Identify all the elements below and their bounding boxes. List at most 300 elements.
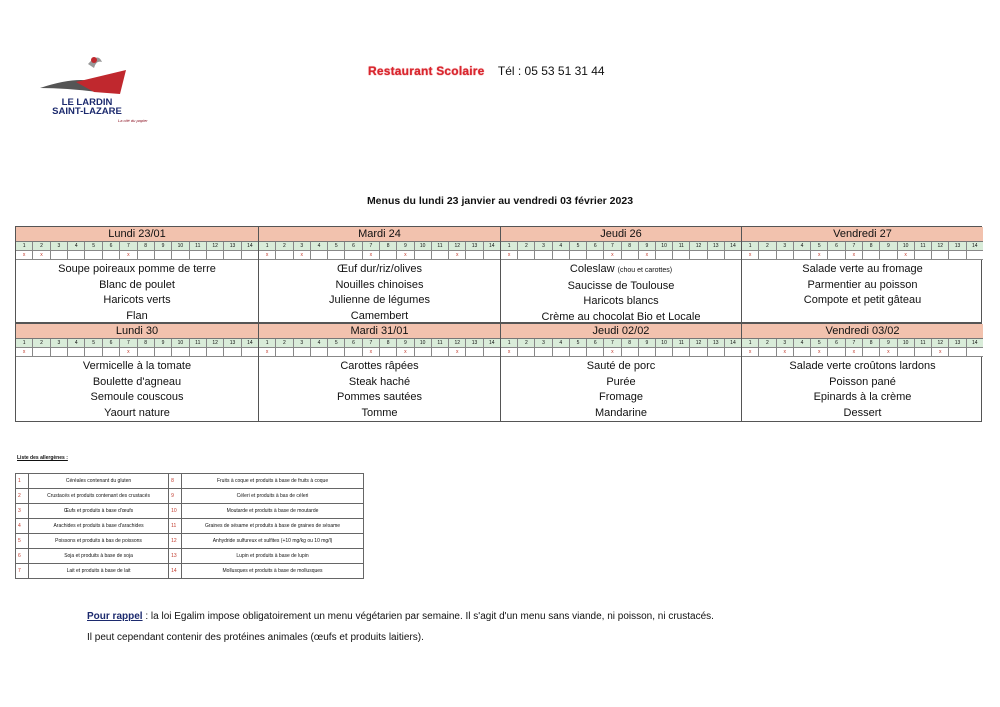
allergen-mark — [345, 251, 362, 259]
allergen-number: 14 — [489, 243, 495, 249]
allergen-number: 1 — [16, 242, 33, 250]
allergen-mark — [51, 348, 68, 356]
allergen-name-cell: Soja et produits à base de soja — [29, 549, 169, 564]
menu-items — [259, 357, 500, 421]
page-title: Menus du lundi 23 janvier au vendredi 03 février 2023 — [366, 195, 634, 207]
allergen-number: 1 — [259, 339, 276, 347]
allergen-number: 3 — [777, 242, 794, 250]
allergen-number: 11 — [915, 339, 932, 347]
reminder-note — [87, 606, 714, 648]
menu-item — [16, 262, 258, 278]
allergen-number-row — [742, 339, 983, 348]
menu-item — [501, 279, 741, 295]
menu-items — [742, 357, 983, 421]
allergen-mark — [622, 348, 639, 356]
allergen-number: 3 — [777, 339, 794, 347]
allergen-number: 9 — [880, 242, 897, 250]
allergen-row — [16, 474, 364, 489]
allergen-number: 14 — [972, 340, 978, 346]
allergen-mark — [328, 251, 345, 259]
allergen-mark — [294, 348, 311, 356]
menu-item — [259, 375, 500, 391]
allergen-mark — [690, 251, 707, 259]
allergen-number: 2 — [33, 242, 50, 250]
allergen-number-cell: 11 — [169, 519, 182, 534]
allergen-name-cell: Moutarde et produits à base de moutarde — [182, 504, 364, 519]
allergen-mark: x — [777, 348, 794, 356]
menu-item — [742, 406, 983, 422]
menu-item-text: Salade verte au fromage — [802, 263, 923, 275]
menu-items — [16, 357, 258, 421]
allergen-number: 13 — [466, 339, 483, 347]
allergen-mark — [690, 348, 707, 356]
allergen-mark — [484, 348, 500, 356]
allergen-mark — [932, 251, 949, 259]
allergen-name-cell: Poissons et produits à bas de poissons — [29, 534, 169, 549]
allergen-number: 8 — [863, 339, 880, 347]
allergen-number-cell: 2 — [16, 489, 29, 504]
allergen-number: 4 — [553, 339, 570, 347]
menu-item — [259, 309, 500, 325]
allergen-number: 10 — [656, 242, 673, 250]
menu-item-text: Pommes sautées — [337, 391, 422, 403]
allergen-mark — [415, 348, 432, 356]
logo-tagline: La cité du papier — [118, 118, 148, 123]
allergen-name-cell: Lupin et produits à base de lupin — [182, 549, 364, 564]
allergen-number: 10 — [415, 242, 432, 250]
allergen-mark — [155, 251, 172, 259]
allergen-number-cell: 7 — [16, 564, 29, 579]
menu-item-text: Poisson pané — [829, 375, 896, 388]
allergen-mark — [673, 251, 690, 259]
allergen-number: 11 — [673, 339, 690, 347]
menu-item-text: Sauté de porc — [586, 360, 656, 372]
menu-item — [259, 359, 500, 375]
allergen-mark-row — [259, 348, 500, 357]
allergen-number: 5 — [328, 242, 345, 250]
allergen-number: 2 — [518, 242, 535, 250]
menu-item — [501, 375, 741, 391]
allergen-number-row — [259, 242, 500, 251]
allergen-mark-row — [501, 348, 741, 357]
allergen-number: 9 — [397, 242, 414, 250]
allergen-number: 10 — [172, 339, 189, 347]
allergen-number: 3 — [535, 339, 552, 347]
allergen-number: 13 — [708, 242, 725, 250]
allergen-mark — [863, 348, 880, 356]
allergen-mark: x — [898, 251, 915, 259]
allergen-mark — [553, 251, 570, 259]
allergen-mark — [656, 251, 673, 259]
day-column — [16, 324, 259, 421]
allergen-mark — [794, 348, 811, 356]
allergen-mark: x — [846, 251, 863, 259]
allergen-mark: x — [397, 348, 414, 356]
allergen-number: 5 — [570, 242, 587, 250]
allergen-mark: x — [363, 251, 380, 259]
menu-item-text: Coleslaw — [569, 263, 615, 275]
allergen-number: 11 — [432, 339, 449, 347]
menu-items — [501, 357, 741, 421]
allergen-number: 13 — [949, 339, 966, 347]
allergen-number: 3 — [535, 242, 552, 250]
allergen-mark — [328, 348, 345, 356]
allergen-mark — [828, 348, 845, 356]
allergen-number: 12 — [932, 339, 949, 347]
day-header: Vendredi 03/02 — [742, 324, 983, 339]
menu-item-text: Purée — [606, 375, 636, 388]
allergen-row — [16, 519, 364, 534]
allergen-number: 12 — [690, 339, 707, 347]
allergen-number: 3 — [51, 339, 68, 347]
menu-item — [16, 309, 258, 325]
allergen-mark: x — [33, 251, 50, 259]
allergen-number-cell: 4 — [16, 519, 29, 534]
allergen-number: 12 — [690, 242, 707, 250]
allergen-mark — [242, 348, 258, 356]
allergen-row — [16, 489, 364, 504]
menu-item — [742, 293, 983, 309]
allergen-mark — [587, 251, 604, 259]
menu-item-text: Blanc de poulet — [99, 278, 175, 291]
menu-item-text: Compote et petit gâteau — [803, 294, 922, 306]
menu-item-text: Fromage — [598, 391, 644, 403]
allergen-mark — [622, 251, 639, 259]
allergen-number: 14 — [247, 243, 253, 249]
menu-item — [742, 390, 983, 406]
menu-item-text: Julienne de légumes — [329, 294, 430, 306]
allergen-mark — [345, 348, 362, 356]
allergen-number-cell: 13 — [169, 549, 182, 564]
allergen-number: 6 — [828, 242, 845, 250]
allergen-number: 11 — [190, 339, 207, 347]
header — [368, 64, 605, 78]
menu-item — [501, 294, 741, 310]
allergen-mark: x — [880, 348, 897, 356]
allergen-mark — [85, 251, 102, 259]
allergen-mark — [708, 251, 725, 259]
allergen-number: 12 — [207, 242, 224, 250]
allergen-mark — [190, 251, 207, 259]
day-header: Mardi 31/01 — [259, 324, 500, 339]
allergen-number: 4 — [68, 242, 85, 250]
allergen-mark — [967, 348, 983, 356]
day-header: Mardi 24 — [259, 227, 500, 242]
menu-item-text: Haricots blancs — [583, 295, 659, 307]
day-column — [259, 227, 501, 322]
allergen-number-cell: 3 — [16, 504, 29, 519]
allergen-mark — [725, 348, 741, 356]
allergen-mark — [207, 251, 224, 259]
allergen-mark: x — [604, 251, 621, 259]
allergen-number: 7 — [363, 242, 380, 250]
menu-item — [259, 406, 500, 422]
allergen-mark: x — [16, 251, 33, 259]
day-column — [16, 227, 259, 322]
allergen-number-cell: 10 — [169, 504, 182, 519]
allergen-number: 6 — [103, 242, 120, 250]
week-2-menu — [15, 323, 982, 422]
allergen-number-cell: 9 — [169, 489, 182, 504]
allergen-row — [16, 549, 364, 564]
allergen-number: 1 — [259, 242, 276, 250]
allergen-name-cell: Graines de sésame et produits à base de graines de sésame — [182, 519, 364, 534]
allergen-number: 8 — [622, 242, 639, 250]
allergen-number: 2 — [276, 242, 293, 250]
allergen-number: 4 — [311, 242, 328, 250]
menu-item-text: Semoule couscous — [90, 391, 184, 403]
allergen-mark — [708, 348, 725, 356]
menu-items — [501, 260, 741, 325]
menu-item-text: Camembert — [350, 309, 409, 322]
allergen-number: 1 — [742, 242, 759, 250]
allergen-number: 6 — [345, 339, 362, 347]
allergen-mark: x — [120, 348, 137, 356]
menu-item — [742, 375, 983, 391]
menu-items — [16, 260, 258, 324]
allergen-row — [16, 534, 364, 549]
allergen-number: 9 — [155, 242, 172, 250]
allergen-mark-row — [742, 251, 983, 260]
allergen-number: 12 — [207, 339, 224, 347]
allergen-name-cell: Arachides et produits à base d'arachides — [29, 519, 169, 534]
menu-item — [259, 278, 500, 294]
allergen-number: 13 — [466, 242, 483, 250]
allergen-mark — [949, 348, 966, 356]
allergen-mark: x — [846, 348, 863, 356]
allergen-name-cell: Œufs et produits à base d'œufs — [29, 504, 169, 519]
allergen-mark — [224, 348, 241, 356]
allergen-number: 12 — [449, 242, 466, 250]
allergen-number: 10 — [415, 339, 432, 347]
allergen-mark — [432, 348, 449, 356]
allergen-number: 4 — [794, 242, 811, 250]
allergen-mark-row — [259, 251, 500, 260]
menu-items — [259, 260, 500, 324]
allergen-number-row — [16, 339, 258, 348]
allergen-mark — [138, 251, 155, 259]
allergen-mark — [759, 348, 776, 356]
allergen-name-cell: Fruits à coque et produits à base de fruits à coque — [182, 474, 364, 489]
allergen-number: 5 — [328, 339, 345, 347]
allergen-mark — [432, 251, 449, 259]
allergen-number: 1 — [742, 339, 759, 347]
day-column — [742, 324, 983, 421]
allergen-mark — [570, 348, 587, 356]
allergen-mark — [587, 348, 604, 356]
allergen-list-title: Liste des allergènes : — [17, 455, 68, 461]
allergen-number-cell: 12 — [169, 534, 182, 549]
allergen-number-row — [501, 242, 741, 251]
allergen-number: 9 — [639, 339, 656, 347]
allergen-number: 7 — [120, 242, 137, 250]
allergen-number: 10 — [898, 242, 915, 250]
allergen-number: 6 — [103, 339, 120, 347]
allergen-mark — [68, 348, 85, 356]
allergen-mark — [915, 251, 932, 259]
logo-name — [38, 98, 136, 116]
allergen-number: 13 — [708, 339, 725, 347]
allergen-mark — [535, 348, 552, 356]
allergen-number: 10 — [898, 339, 915, 347]
menu-item-text: Parmentier au poisson — [807, 278, 918, 291]
allergen-number: 13 — [224, 339, 241, 347]
menu-item-note: (chou et carottes) — [617, 267, 673, 274]
menu-item — [16, 406, 258, 422]
menu-item — [501, 359, 741, 375]
day-header: Jeudi 26 — [501, 227, 741, 242]
menu-item-text: Flan — [126, 309, 148, 322]
allergen-number: 5 — [811, 339, 828, 347]
allergen-mark: x — [811, 251, 828, 259]
allergen-mark: x — [449, 348, 466, 356]
allergen-number: 14 — [972, 243, 978, 249]
allergen-number: 2 — [33, 339, 50, 347]
allergen-mark — [155, 348, 172, 356]
allergen-name-cell: Anhydride sulfureux et sulfites (+10 mg/kg ou 10 mg/l) — [182, 534, 364, 549]
allergen-number: 9 — [397, 339, 414, 347]
allergen-mark — [51, 251, 68, 259]
allergen-mark — [518, 348, 535, 356]
allergen-number: 7 — [363, 339, 380, 347]
day-header: Lundi 30 — [16, 324, 258, 339]
allergen-number: 12 — [449, 339, 466, 347]
menu-item — [742, 359, 983, 375]
allergen-name-cell: Céréales contenant du gluten — [29, 474, 169, 489]
allergen-number: 13 — [224, 242, 241, 250]
allergen-number: 11 — [190, 242, 207, 250]
allergen-mark: x — [16, 348, 33, 356]
allergen-mark — [276, 251, 293, 259]
day-column — [501, 227, 742, 322]
menu-item — [16, 390, 258, 406]
menu-item-text: Steak haché — [348, 375, 411, 388]
allergen-mark — [967, 251, 983, 259]
menu-item — [16, 278, 258, 294]
allergen-name-cell: Mollusques et produits à base de mollusques — [182, 564, 364, 579]
allergen-number: 9 — [880, 339, 897, 347]
allergen-mark: x — [120, 251, 137, 259]
allergen-number-cell: 1 — [16, 474, 29, 489]
allergen-number: 4 — [68, 339, 85, 347]
allergen-mark — [103, 251, 120, 259]
menu-item-text: Dessert — [843, 406, 882, 419]
allergen-mark — [466, 251, 483, 259]
allergen-mark — [898, 348, 915, 356]
allergen-mark — [190, 348, 207, 356]
allergen-number: 8 — [138, 242, 155, 250]
menu-item-text: Nouilles chinoises — [335, 278, 424, 291]
allergen-mark — [311, 348, 328, 356]
allergen-number: 1 — [16, 339, 33, 347]
allergen-mark — [68, 251, 85, 259]
allergen-mark — [759, 251, 776, 259]
allergen-mark — [415, 251, 432, 259]
allergen-number: 8 — [863, 242, 880, 250]
allergen-mark: x — [811, 348, 828, 356]
allergen-number: 13 — [949, 242, 966, 250]
allergen-number: 9 — [155, 339, 172, 347]
allergen-mark — [276, 348, 293, 356]
allergen-number: 2 — [276, 339, 293, 347]
day-column — [259, 324, 501, 421]
allergen-number: 12 — [932, 242, 949, 250]
allergen-mark — [224, 251, 241, 259]
menu-item-text: Carottes râpées — [340, 360, 419, 372]
menu-item-text: Mandarine — [595, 406, 647, 419]
allergen-row — [16, 504, 364, 519]
allergen-number: 1 — [501, 339, 518, 347]
reminder-lead: Pour rappel — [87, 611, 143, 622]
day-column — [501, 324, 742, 421]
day-column — [742, 227, 983, 322]
allergen-number: 5 — [570, 339, 587, 347]
menu-item-text: Crème au chocolat Bio et Locale — [541, 310, 701, 323]
allergen-mark: x — [742, 348, 759, 356]
allergen-number: 4 — [311, 339, 328, 347]
menu-item — [501, 262, 741, 279]
menu-item — [259, 262, 500, 278]
allergen-mark — [570, 251, 587, 259]
allergen-number: 11 — [432, 242, 449, 250]
allergen-mark: x — [363, 348, 380, 356]
menu-item-text: Yaourt nature — [104, 406, 170, 419]
menu-item-text: Saucisse de Toulouse — [567, 279, 675, 292]
allergen-number: 6 — [345, 242, 362, 250]
allergen-mark: x — [501, 348, 518, 356]
allergen-number: 14 — [730, 243, 736, 249]
allergen-mark-row — [16, 348, 258, 357]
menu-item — [16, 359, 258, 375]
menu-item-text: Tomme — [361, 406, 398, 419]
allergen-mark — [466, 348, 483, 356]
allergen-number: 14 — [730, 340, 736, 346]
allergen-number: 8 — [380, 242, 397, 250]
allergen-number: 3 — [294, 339, 311, 347]
restaurant-name: Restaurant Scolaire — [368, 64, 485, 78]
allergen-mark — [484, 251, 500, 259]
allergen-number-row — [259, 339, 500, 348]
menu-item-text: Soupe poireaux pomme de terre — [58, 263, 216, 275]
allergen-number-row — [742, 242, 983, 251]
allergen-number: 7 — [120, 339, 137, 347]
allergen-mark — [535, 251, 552, 259]
menu-item-text: Œuf dur/riz/olives — [337, 263, 422, 275]
menu-item-text: Haricots verts — [103, 294, 171, 306]
allergen-mark — [207, 348, 224, 356]
allergen-number: 7 — [846, 339, 863, 347]
allergen-mark — [172, 348, 189, 356]
allergen-number-row — [501, 339, 741, 348]
allergen-mark: x — [259, 348, 276, 356]
menu-item — [259, 293, 500, 309]
phone-number: Tél : 05 53 51 31 44 — [497, 64, 605, 78]
day-header: Jeudi 02/02 — [501, 324, 741, 339]
allergen-number: 2 — [759, 242, 776, 250]
allergen-name-cell: Lait et produits à base de lait — [29, 564, 169, 579]
allergen-row — [16, 564, 364, 579]
allergen-number: 5 — [811, 242, 828, 250]
allergen-mark — [639, 348, 656, 356]
allergen-mark — [242, 251, 258, 259]
allergen-number-cell: 8 — [169, 474, 182, 489]
allergen-mark — [915, 348, 932, 356]
allergen-number: 11 — [915, 242, 932, 250]
allergen-number: 6 — [587, 339, 604, 347]
menu-item — [259, 390, 500, 406]
allergen-number: 6 — [828, 339, 845, 347]
allergen-mark — [794, 251, 811, 259]
